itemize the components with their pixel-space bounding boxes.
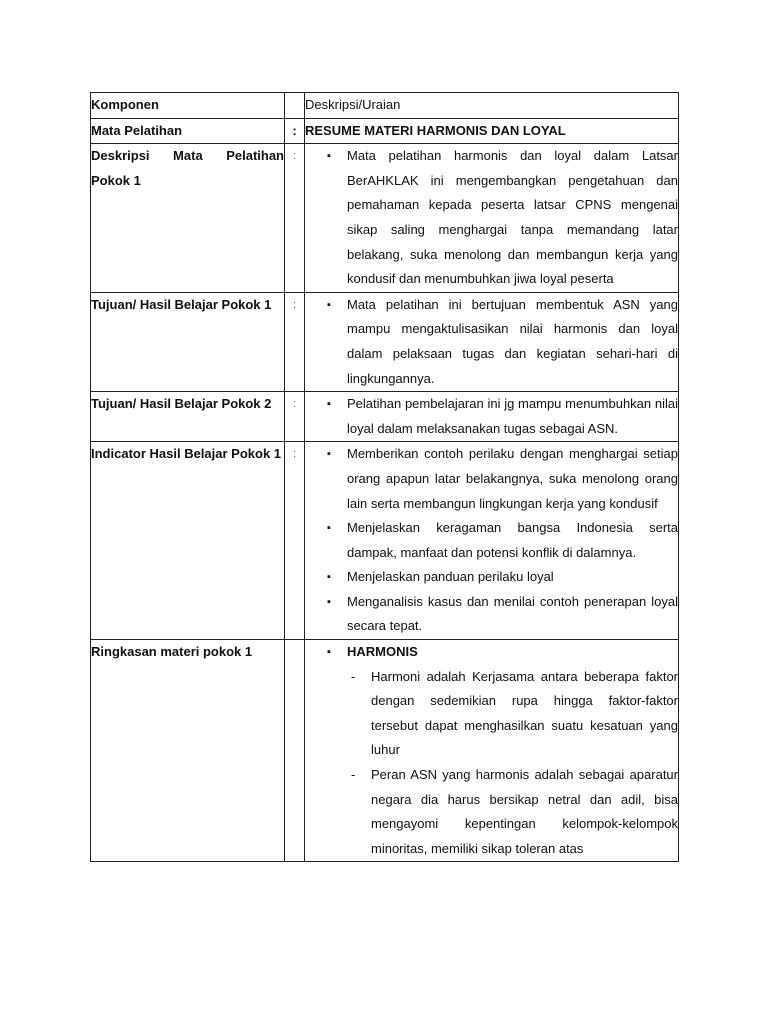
bullet-list xyxy=(305,144,678,292)
bullet-list xyxy=(305,293,678,391)
row-tujuan-pokok-2 xyxy=(91,392,679,442)
row-description xyxy=(305,144,679,293)
bullet-item: ▪ Menjelaskan panduan perilaku loyal xyxy=(327,565,678,590)
row-description xyxy=(305,442,679,640)
row-colon: : xyxy=(285,442,305,640)
header-deskripsi: Deskripsi/Uraian xyxy=(305,93,679,119)
row-label: Indicator Hasil Belajar Pokok 1 xyxy=(91,442,285,640)
bullet-item: ▪ Mata pelatihan harmonis dan loyal dalam Latsar BerAHKLAK ini mengembangkan pengetahuan dan pemahaman kepada peserta latsar CPNS mengenai sikap saling menghargai tanpa memandang latar belakang, suka menolong dan membangun kerja yang kondusif dan menumbuhkan jiwa loyal peserta xyxy=(327,144,678,292)
ringkasan-label: Ringkasan materi pokok 1 xyxy=(91,640,285,862)
row-colon: : xyxy=(285,392,305,442)
row-ringkasan-materi xyxy=(91,640,679,862)
table-header-row xyxy=(91,93,679,119)
bullet-item: ▪ Menjelaskan keragaman bangsa Indonesia serta dampak, manfaat dan potensi konflik di dalamnya. xyxy=(327,516,678,565)
ringkasan-separator-cell xyxy=(285,640,305,862)
bullet-item: ▪ Mata pelatihan ini bertujuan membentuk ASN yang mampu mengaktulisasikan nilai harmonis dan loyal dalam pelaksaan tugas dan kegiatan sehari-hari di lingkungannya. xyxy=(327,293,678,391)
row-indicator-hasil-belajar xyxy=(91,442,679,640)
row-label: Tujuan/ Hasil Belajar Pokok 1 xyxy=(91,292,285,391)
header-komponen: Komponen xyxy=(91,93,285,119)
bullet-list xyxy=(305,640,678,861)
mata-pelatihan-label: Mata Pelatihan xyxy=(91,118,285,144)
bullet-list xyxy=(305,442,678,639)
mata-pelatihan-colon: : xyxy=(285,118,305,144)
bullet-item: ▪ Memberikan contoh perilaku dengan menghargai setiap orang apapun latar belakangnya, suka menolong orang lain serta membangun lingkungan kerja yang kondusif xyxy=(327,442,678,516)
row-tujuan-pokok-1 xyxy=(91,292,679,391)
row-label: Tujuan/ Hasil Belajar Pokok 2 xyxy=(91,392,285,442)
ringkasan-description xyxy=(305,640,679,862)
dash-item: - Harmoni adalah Kerjasama antara beberapa faktor dengan sedemikian rupa hingga faktor-faktor tersebut dapat menghasilkan suatu kesatuan yang luhur xyxy=(351,665,678,763)
row-deskripsi-mata-pelatihan xyxy=(91,144,679,293)
harmonis-heading-item xyxy=(327,640,678,861)
bullet-item: ▪ Menganalisis kasus dan menilai contoh penerapan loyal secara tepat. xyxy=(327,590,678,639)
row-description xyxy=(305,292,679,391)
bullet-item: ▪ Pelatihan pembelajaran ini jg mampu menumbuhkan nilai loyal dalam melaksanakan tugas sebagai ASN. xyxy=(327,392,678,441)
row-colon: : xyxy=(285,292,305,391)
row-mata-pelatihan xyxy=(91,118,679,144)
resume-table xyxy=(90,92,679,862)
harmonis-heading: HARMONIS xyxy=(347,644,418,660)
dash-item: - Peran ASN yang harmonis adalah sebagai aparatur negara dia harus bersikap netral dan adil, bisa mengayomi kepentingan kelompok-kelompok minoritas, memiliki sikap toleran atas xyxy=(351,763,678,861)
header-separator-cell xyxy=(285,93,305,119)
mata-pelatihan-value: RESUME MATERI HARMONIS DAN LOYAL xyxy=(305,118,679,144)
dash-list xyxy=(347,665,678,862)
row-label: Deskripsi Mata Pelatihan Pokok 1 xyxy=(91,144,285,293)
bullet-list xyxy=(305,392,678,441)
row-description xyxy=(305,392,679,442)
row-colon: : xyxy=(285,144,305,293)
